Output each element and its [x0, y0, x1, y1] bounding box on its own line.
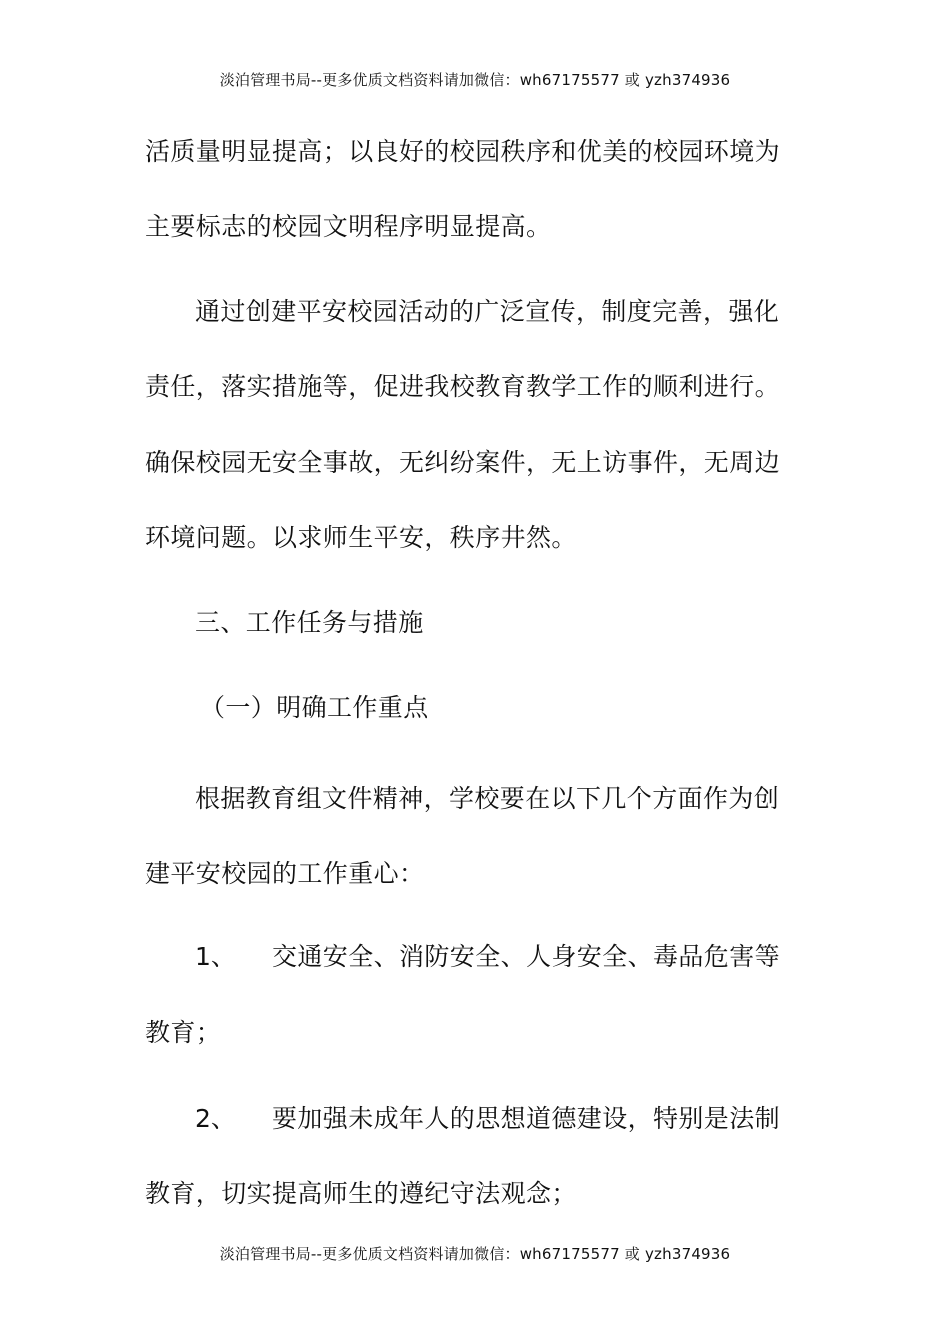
paragraph-line: 通过创建平安校园活动的广泛宣传，制度完善，强化	[195, 297, 780, 326]
list-item-text: 要加强未成年人的思想道德建设，特别是法制	[272, 1104, 781, 1133]
list-item-number: 2、	[195, 1104, 236, 1133]
paragraph-line: 确保校园无安全事故，无纠纷案件，无上访事件，无周边	[145, 448, 781, 477]
paragraph-line: 建平安校园的工作重心：	[145, 859, 425, 888]
section-heading: 三、工作任务与措施	[195, 608, 424, 637]
paragraph-line: 环境问题。以求师生平安，秩序井然。	[145, 523, 577, 552]
page-header-watermark: 淡泊管理书局--更多优质文档资料请加微信：wh67175577 或 yzh374936	[219, 71, 731, 89]
page-footer-watermark: 淡泊管理书局--更多优质文档资料请加微信：wh67175577 或 yzh374936	[219, 1245, 731, 1263]
list-item-continuation: 教育，切实提高师生的遵纪守法观念；	[145, 1179, 577, 1208]
paragraph-line: 责任，落实措施等，促进我校教育教学工作的顺利进行。	[145, 372, 781, 401]
paragraph-line: 根据教育组文件精神，学校要在以下几个方面作为创	[195, 784, 780, 813]
subsection-heading: （一）明确工作重点	[200, 693, 429, 722]
paragraph-line: 活质量明显提高；以良好的校园秩序和优美的校园环境为	[145, 137, 781, 166]
list-item-number: 1、	[195, 942, 236, 971]
list-item-text: 交通安全、消防安全、人身安全、毒品危害等	[272, 942, 781, 971]
list-item-continuation: 教育；	[145, 1018, 222, 1047]
paragraph-line: 主要标志的校园文明程序明显提高。	[145, 212, 552, 241]
